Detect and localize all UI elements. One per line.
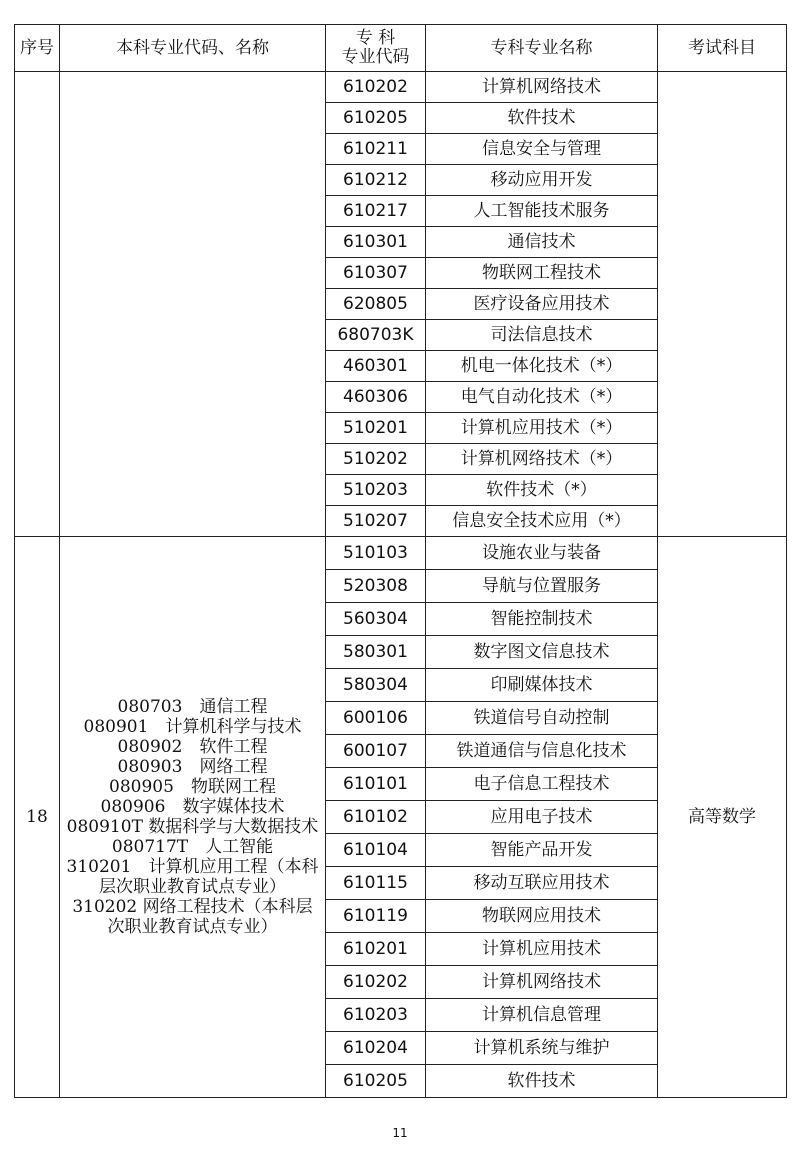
bachelor-major-line: 310201 计算机应用工程（本科 [66,857,319,877]
zk-code-cell: 460301 [326,351,426,382]
zk-code-cell: 610204 [326,1032,426,1065]
bachelor-major-line: 080903 网络工程 [117,757,268,777]
zk-name-cell: 软件技术（*） [426,475,658,506]
zk-code-cell: 460306 [326,382,426,413]
zk-code-cell: 620805 [326,289,426,320]
zk-name-cell: 人工智能技术服务 [426,196,658,227]
zk-code-cell: 610205 [326,103,426,134]
zk-code-cell: 610104 [326,834,426,867]
zk-code-cell: 610212 [326,165,426,196]
page-number: 11 [392,1126,408,1140]
zk-code-cell: 610217 [326,196,426,227]
zk-name-cell: 印刷媒体技术 [426,669,658,702]
zk-code-cell: 600107 [326,735,426,768]
zk-name-cell: 导航与位置服务 [426,570,658,603]
bachelor-major-line: 080905 物联网工程 [109,777,276,797]
zk-name-cell: 计算机应用技术 [426,933,658,966]
bachelor-major-line: 080902 软件工程 [117,737,268,757]
header-zk-code-line1: 专 科 [355,28,396,48]
zk-code-cell: 610205 [326,1065,426,1098]
zk-code-cell: 610202 [326,72,426,103]
zk-name-cell: 计算机应用技术（*） [426,413,658,444]
zk-code-cell: 610101 [326,768,426,801]
header-seq: 序号 [15,25,60,72]
zk-code-cell: 520308 [326,570,426,603]
bachelor-major-line: 080717T 人工智能 [111,837,274,857]
zk-name-cell: 计算机信息管理 [426,999,658,1032]
zk-name-cell: 司法信息技术 [426,320,658,351]
header-zk-name: 专科专业名称 [426,25,658,72]
zk-name-cell: 数字图文信息技术 [426,636,658,669]
bachelor-majors-cell [60,537,326,1098]
zk-code-cell: 610307 [326,258,426,289]
zk-name-cell: 智能产品开发 [426,834,658,867]
zk-name-cell: 移动应用开发 [426,165,658,196]
zk-name-cell: 移动互联应用技术 [426,867,658,900]
bachelor-major-line: 层次职业教育试点专业） [99,877,286,897]
zk-name-cell: 物联网应用技术 [426,900,658,933]
bachelor-major-line: 310202 网络工程技术（本科层 [72,897,313,917]
zk-name-cell: 计算机系统与维护 [426,1032,658,1065]
bachelor-major-line: 080901 计算机科学与技术 [83,717,302,737]
zk-code-cell: 610201 [326,933,426,966]
header-bachelor-major: 本科专业代码、名称 [60,25,326,72]
zk-code-cell: 610115 [326,867,426,900]
bachelor-major-line: 次职业教育试点专业） [107,917,278,937]
zk-name-cell: 通信技术 [426,227,658,258]
header-zk-code [326,25,426,72]
zk-name-cell: 信息安全与管理 [426,134,658,165]
zk-name-cell: 软件技术 [426,1065,658,1098]
zk-code-cell: 510201 [326,413,426,444]
zk-code-cell: 610301 [326,227,426,258]
zk-name-cell: 医疗设备应用技术 [426,289,658,320]
zk-name-cell: 应用电子技术 [426,801,658,834]
bachelor-major-line: 080703 通信工程 [117,697,268,717]
bachelor-major-line: 080906 数字媒体技术 [100,797,285,817]
zk-name-cell: 铁道通信与信息化技术 [426,735,658,768]
zk-name-cell: 软件技术 [426,103,658,134]
bachelor-majors-cell [60,72,326,537]
major-table [14,24,787,1098]
zk-code-cell: 600106 [326,702,426,735]
zk-name-cell: 信息安全技术应用（*） [426,506,658,537]
zk-code-cell: 610203 [326,999,426,1032]
zk-name-cell: 物联网工程技术 [426,258,658,289]
subject-cell [658,72,787,537]
zk-code-cell: 610119 [326,900,426,933]
zk-code-cell: 580304 [326,669,426,702]
zk-code-cell: 560304 [326,603,426,636]
zk-code-cell: 610202 [326,966,426,999]
zk-code-cell: 510202 [326,444,426,475]
zk-name-cell: 设施农业与装备 [426,537,658,570]
zk-code-cell: 610211 [326,134,426,165]
zk-name-cell: 机电一体化技术（*） [426,351,658,382]
zk-code-cell: 510203 [326,475,426,506]
header-row [15,25,787,72]
table-row [15,537,787,570]
seq-cell: 18 [15,537,60,1098]
zk-code-cell: 510103 [326,537,426,570]
zk-name-cell: 计算机网络技术（*） [426,444,658,475]
zk-name-cell: 铁道信号自动控制 [426,702,658,735]
zk-name-cell: 智能控制技术 [426,603,658,636]
subject-cell: 高等数学 [658,537,787,1098]
zk-name-cell: 电气自动化技术（*） [426,382,658,413]
header-subject: 考试科目 [658,25,787,72]
table-row [15,72,787,103]
zk-name-cell: 计算机网络技术 [426,72,658,103]
seq-cell [15,72,60,537]
zk-name-cell: 电子信息工程技术 [426,768,658,801]
zk-name-cell: 计算机网络技术 [426,966,658,999]
zk-code-cell: 680703K [326,320,426,351]
zk-code-cell: 510207 [326,506,426,537]
header-zk-code-line2: 专业代码 [341,47,410,67]
bachelor-major-line: 080910T 数据科学与大数据技术 [66,817,319,837]
zk-code-cell: 610102 [326,801,426,834]
zk-code-cell: 580301 [326,636,426,669]
